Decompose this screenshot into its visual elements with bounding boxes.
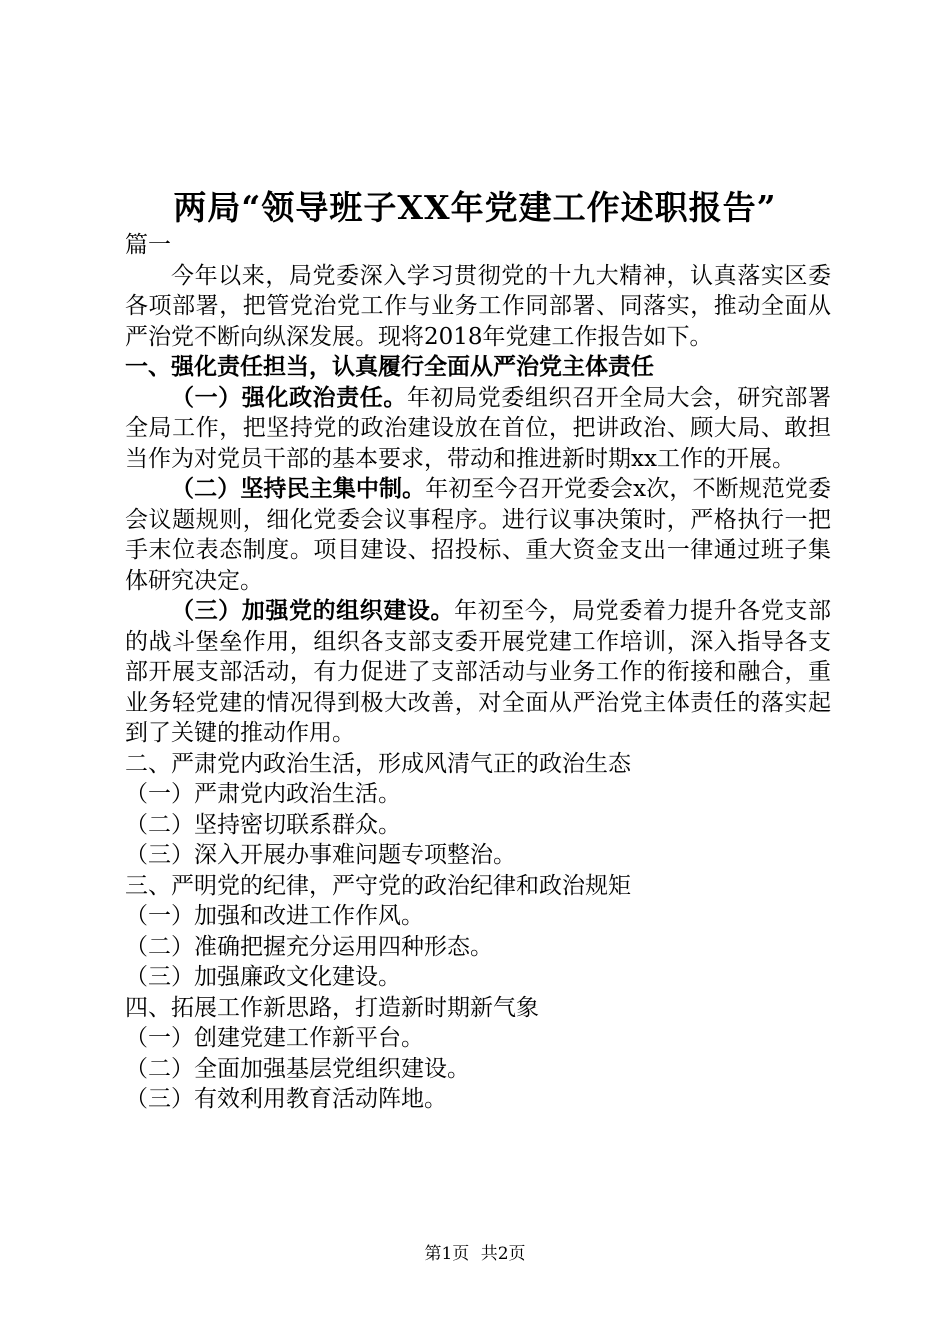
list-item: （一）创建党建工作新平台。 bbox=[125, 1025, 424, 1051]
list-item: （二）准确把握充分运用四种形态。 bbox=[125, 933, 493, 960]
paragraph-text: 年初至今召开党委会x次，不断规范党委会议题规则，细化党委会议事程序。进行议事决策时，严格执行一把手末位表态制度。项目建设、招投标、重大资金支出一律通过班子集体研究决定。 bbox=[125, 476, 831, 594]
list-item: （三）有效利用教育活动阵地。 bbox=[125, 1086, 447, 1112]
list-item: （一）严肃党内政治生活。 bbox=[125, 781, 401, 807]
list-item: （三）深入开展办事难问题专项整治。 bbox=[125, 842, 516, 868]
paragraph-1-2 bbox=[125, 474, 831, 596]
paragraph-text: 年初至今，局党委着力提升各党支部的战斗堡垒作用，组织各支部支委开展党建工作培训，深入指导各支部开展支部活动，有力促进了支部活动与业务工作的衔接和融合，重业务轻党建的情况得到极大改善，对全面从严治党主体责任的落实起到了关键的推动作用。 bbox=[125, 598, 832, 746]
list-item: （三）加强廉政文化建设。 bbox=[125, 964, 401, 990]
paragraph-text: 年初局党委组织召开全局大会，研究部署全局工作，把坚持党的政治建设放在首位，把讲政治、顾大局、敢担当作为对党员干部的基本要求，带动和推进新时期xx工作的开展。 bbox=[125, 384, 832, 472]
section-heading-4: 四、拓展工作新思路，打造新时期新气象 bbox=[125, 994, 539, 1021]
paragraph-1-1 bbox=[125, 383, 831, 475]
document-body bbox=[125, 230, 831, 1115]
list-item: （二）全面加强基层党组织建设。 bbox=[125, 1055, 470, 1082]
section-heading-3: 三、严明党的纪律，严守党的政治纪律和政治规矩 bbox=[125, 872, 631, 899]
section-heading-2: 二、严肃党内政治生活，形成风清气正的政治生态 bbox=[125, 750, 631, 777]
section-heading-1: 一、强化责任担当，认真履行全面从严治党主体责任 bbox=[125, 354, 654, 380]
list-item: （一）加强和改进工作作风。 bbox=[125, 903, 424, 929]
section-label: 篇一 bbox=[125, 232, 171, 258]
page-number: 第1页 bbox=[424, 1244, 470, 1264]
paragraph-1-3 bbox=[125, 596, 831, 749]
paragraph-lead: （三）加强党的组织建设。 bbox=[171, 598, 455, 624]
intro-paragraph: 今年以来，局党委深入学习贯彻党的十九大精神，认真落实区委各项部署，把管党治党工作与业务工作同部署、同落实，推动全面从严治党不断向纵深发展。现将2018年党建工作报告如下。 bbox=[125, 262, 831, 350]
paragraph-lead: （一）强化政治责任。 bbox=[171, 384, 407, 411]
page-total: 共2页 bbox=[480, 1244, 526, 1264]
paragraph-lead: （二）坚持民主集中制。 bbox=[171, 476, 426, 502]
document-title: 两局“领导班子XX年党建工作述职报告” bbox=[173, 188, 777, 227]
list-item: （二）坚持密切联系群众。 bbox=[125, 811, 401, 838]
page-footer bbox=[0, 1243, 950, 1265]
